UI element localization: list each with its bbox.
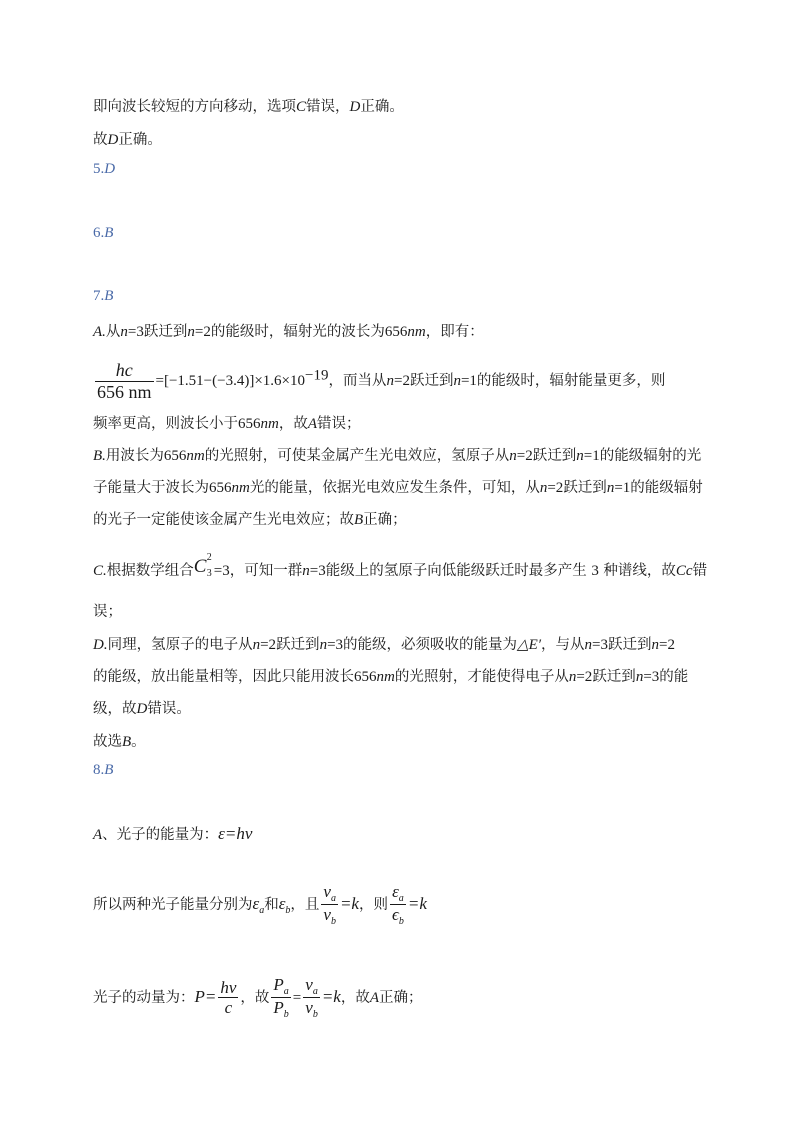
text: 的光照射，才能使得电子从 xyxy=(394,669,569,685)
option-b: B xyxy=(122,734,132,750)
text: 跃迁到 xyxy=(532,448,577,464)
equals-k: =k xyxy=(407,893,427,913)
val: =3 xyxy=(592,637,608,653)
label: C. xyxy=(93,563,107,579)
p: P xyxy=(273,998,284,1018)
option-d: D xyxy=(136,701,148,717)
text: ，故 xyxy=(240,989,270,1006)
c-symbol: C xyxy=(193,556,207,577)
equals: = xyxy=(292,989,302,1006)
nu: ν xyxy=(305,975,313,994)
text: ，故 xyxy=(340,989,370,1006)
q7-b-line2 xyxy=(93,476,703,497)
text: 从 xyxy=(105,324,121,340)
hc-fraction xyxy=(95,360,154,402)
var: n xyxy=(302,563,310,579)
q7-formula-line xyxy=(93,360,665,402)
text: ，与从 xyxy=(541,637,585,653)
val: =2 xyxy=(194,324,211,340)
text: 种谱线，故 xyxy=(603,563,676,579)
val: =3 xyxy=(127,324,144,340)
option-c: C xyxy=(296,99,307,115)
subscript: a xyxy=(312,985,318,997)
text: 级，故 xyxy=(93,701,137,717)
val: =2 xyxy=(658,637,675,653)
text: 正确。 xyxy=(360,99,404,115)
val: =1 xyxy=(614,480,631,496)
question-number: 7. xyxy=(93,288,105,304)
text: 即向波长较短的方向移动，选项 xyxy=(93,99,296,115)
answer-letter: D xyxy=(104,161,116,177)
q8-energy-line xyxy=(93,882,427,928)
answer-letter: B xyxy=(104,762,114,778)
var: n xyxy=(187,324,195,340)
option-b: B xyxy=(354,512,364,528)
text: 的能级辐射 xyxy=(630,480,703,496)
var: n xyxy=(319,637,328,653)
option-c: Cc xyxy=(675,563,693,579)
subscript: a xyxy=(398,892,404,904)
subscript: b xyxy=(285,904,291,916)
answer-letter: B xyxy=(104,225,114,241)
subscript: a xyxy=(259,904,265,916)
text: 的光子一定能使该金属产生光电效应；故 xyxy=(93,512,354,528)
text: 正确； xyxy=(379,989,423,1006)
val: =3 xyxy=(327,637,344,653)
var: n xyxy=(576,448,584,464)
q7-d-line1 xyxy=(93,633,675,654)
subscript: b xyxy=(330,916,336,928)
text: 的能级，放出能量相等，因此只能用波长 xyxy=(93,669,354,685)
val: 656 xyxy=(354,669,377,685)
epsilon-fraction xyxy=(390,882,406,928)
val: =3 xyxy=(643,669,660,685)
var: n xyxy=(635,669,644,685)
q8-momentum-line xyxy=(93,975,423,1021)
text: 错误。 xyxy=(147,701,191,717)
var: n xyxy=(252,637,261,653)
text: ，可知一群 xyxy=(229,563,303,579)
var: n xyxy=(509,448,517,464)
var: n xyxy=(120,324,128,340)
delta-e: △E′ xyxy=(517,637,542,653)
epsilon: ε xyxy=(278,893,286,913)
subscript: b xyxy=(398,916,404,928)
val: =3 xyxy=(309,563,326,579)
text: ，且 xyxy=(290,896,320,913)
numerator: hc xyxy=(115,360,133,380)
unit: nm xyxy=(186,448,205,464)
subscript: b xyxy=(283,1009,289,1021)
text: 误； xyxy=(93,604,122,620)
numerator: hν xyxy=(220,977,237,997)
option-a: A xyxy=(93,827,103,843)
subscript: a xyxy=(330,892,336,904)
text: 故 xyxy=(93,132,108,148)
text: 跃迁到 xyxy=(592,669,636,685)
q7-a-cont xyxy=(93,412,361,433)
subscript: 3 xyxy=(206,568,212,579)
text: 和 xyxy=(264,896,279,913)
q7-b-line3 xyxy=(93,508,407,529)
option-d: D xyxy=(107,132,119,148)
epsilon: ϵ xyxy=(391,905,399,925)
text: ，则 xyxy=(358,896,388,913)
text: 正确。 xyxy=(118,132,162,148)
var: n xyxy=(568,669,577,685)
q7-c-line xyxy=(93,552,708,580)
text: 的能级时，辐射能量更多，则 xyxy=(476,373,666,390)
val: =2 xyxy=(516,448,533,464)
label: D. xyxy=(93,637,108,653)
var: n xyxy=(453,373,461,390)
nu-fraction xyxy=(321,882,338,928)
label: B. xyxy=(93,448,106,464)
nu-fraction xyxy=(303,975,320,1021)
unit: nm xyxy=(231,480,250,496)
option-d: D xyxy=(349,99,361,115)
epsilon: ε xyxy=(392,882,399,901)
val: =2 xyxy=(260,637,277,653)
formula: ε=hν xyxy=(218,824,253,843)
exponent: −19 xyxy=(305,367,329,384)
hv-c-fraction xyxy=(218,978,238,1018)
val: 3 xyxy=(591,563,599,579)
val: =2 xyxy=(393,373,410,390)
subscript: a xyxy=(283,985,289,997)
question-number: 5. xyxy=(93,161,105,177)
q8-a-line xyxy=(93,823,252,844)
text: 的能级时，辐射光的波长为 xyxy=(210,324,385,340)
text: 用波长为 xyxy=(105,448,164,464)
text: 根据数学组合 xyxy=(106,563,194,579)
nu: ν xyxy=(305,998,313,1018)
text: 能级上的氢原子向低能级跃迁时最多产生 xyxy=(325,563,587,579)
answer-8 xyxy=(93,762,113,779)
text: 子能量大于波长为 xyxy=(93,480,209,496)
text: 故选 xyxy=(93,734,122,750)
val: 656 xyxy=(384,324,408,340)
denominator: c xyxy=(224,998,233,1018)
text: 跃迁到 xyxy=(276,637,320,653)
answer-7 xyxy=(93,288,113,305)
text: 光子的动量为： xyxy=(93,989,195,1006)
q7-b-line1 xyxy=(93,444,701,465)
q7-c-line2 xyxy=(93,600,122,621)
text: 错误， xyxy=(306,99,350,115)
equals-k: =k xyxy=(321,986,341,1006)
p-fraction xyxy=(271,975,290,1021)
text-line xyxy=(93,95,404,116)
superscript: 2 xyxy=(206,552,212,563)
question-number: 8. xyxy=(93,762,105,778)
text: 。 xyxy=(131,734,146,750)
text-line xyxy=(93,128,162,149)
text: 光的能量，依据光电效应发生条件，可知，从 xyxy=(249,480,540,496)
text: 跃迁到 xyxy=(563,480,607,496)
var: n xyxy=(386,373,394,390)
text: 所以两种光子能量分别为 xyxy=(93,896,253,913)
text: 错误； xyxy=(317,416,361,432)
text: 跃迁到 xyxy=(143,324,188,340)
text: ，而当从 xyxy=(328,373,387,390)
text: ，故 xyxy=(278,416,308,432)
text: 跃迁到 xyxy=(409,373,454,390)
text: 跃迁到 xyxy=(607,637,652,653)
option-a: A xyxy=(369,989,380,1006)
q7-conclusion xyxy=(93,730,146,751)
val: =2 xyxy=(547,480,564,496)
var: n xyxy=(539,480,548,496)
answer-letter: B xyxy=(104,288,114,304)
q7-a-line xyxy=(93,320,484,341)
unit: nm xyxy=(376,669,395,685)
text: 的能级辐射的光 xyxy=(599,448,702,464)
var: n xyxy=(606,480,615,496)
text: 同理，氢原子的电子从 xyxy=(107,637,253,653)
denominator: 656 nm xyxy=(97,381,152,402)
answer-6 xyxy=(93,225,113,242)
combination-symbol xyxy=(193,552,214,579)
text: 正确； xyxy=(363,512,407,528)
answer-5 xyxy=(93,161,115,178)
val: =3 xyxy=(213,563,230,579)
formula: =[−1.51−(−3.4)]×1.6×10 xyxy=(155,373,306,390)
option-a: A xyxy=(307,416,318,432)
text: 频率更高，则波长小于 xyxy=(93,416,238,432)
q7-d-line2 xyxy=(93,665,688,686)
subscript: b xyxy=(312,1009,318,1021)
var: n xyxy=(584,637,593,653)
val: 656 xyxy=(209,480,232,496)
val: 656 xyxy=(163,448,187,464)
unit: nm xyxy=(260,416,279,432)
momentum-symbol: P= xyxy=(194,986,217,1006)
nu: ν xyxy=(323,882,331,901)
nu: ν xyxy=(323,905,331,925)
equals-k: =k xyxy=(339,893,359,913)
epsilon: ε xyxy=(252,893,260,913)
label: A. xyxy=(93,324,106,340)
val: =1 xyxy=(583,448,600,464)
text: 错 xyxy=(692,563,708,579)
val: 656 xyxy=(238,416,261,432)
text: 的能 xyxy=(659,669,689,685)
val: =2 xyxy=(576,669,593,685)
val: =1 xyxy=(460,373,477,390)
question-number: 6. xyxy=(93,225,105,241)
text: ，即有： xyxy=(425,324,484,340)
q7-d-line3 xyxy=(93,697,191,718)
text: 、光子的能量为： xyxy=(102,827,219,843)
p: P xyxy=(273,975,284,994)
unit: nm xyxy=(407,324,426,340)
var: n xyxy=(651,637,659,653)
text: 的光照射，可使某金属产生光电效应，氢原子从 xyxy=(204,448,510,464)
text: 的能级，必须吸收的能量为 xyxy=(343,637,518,653)
